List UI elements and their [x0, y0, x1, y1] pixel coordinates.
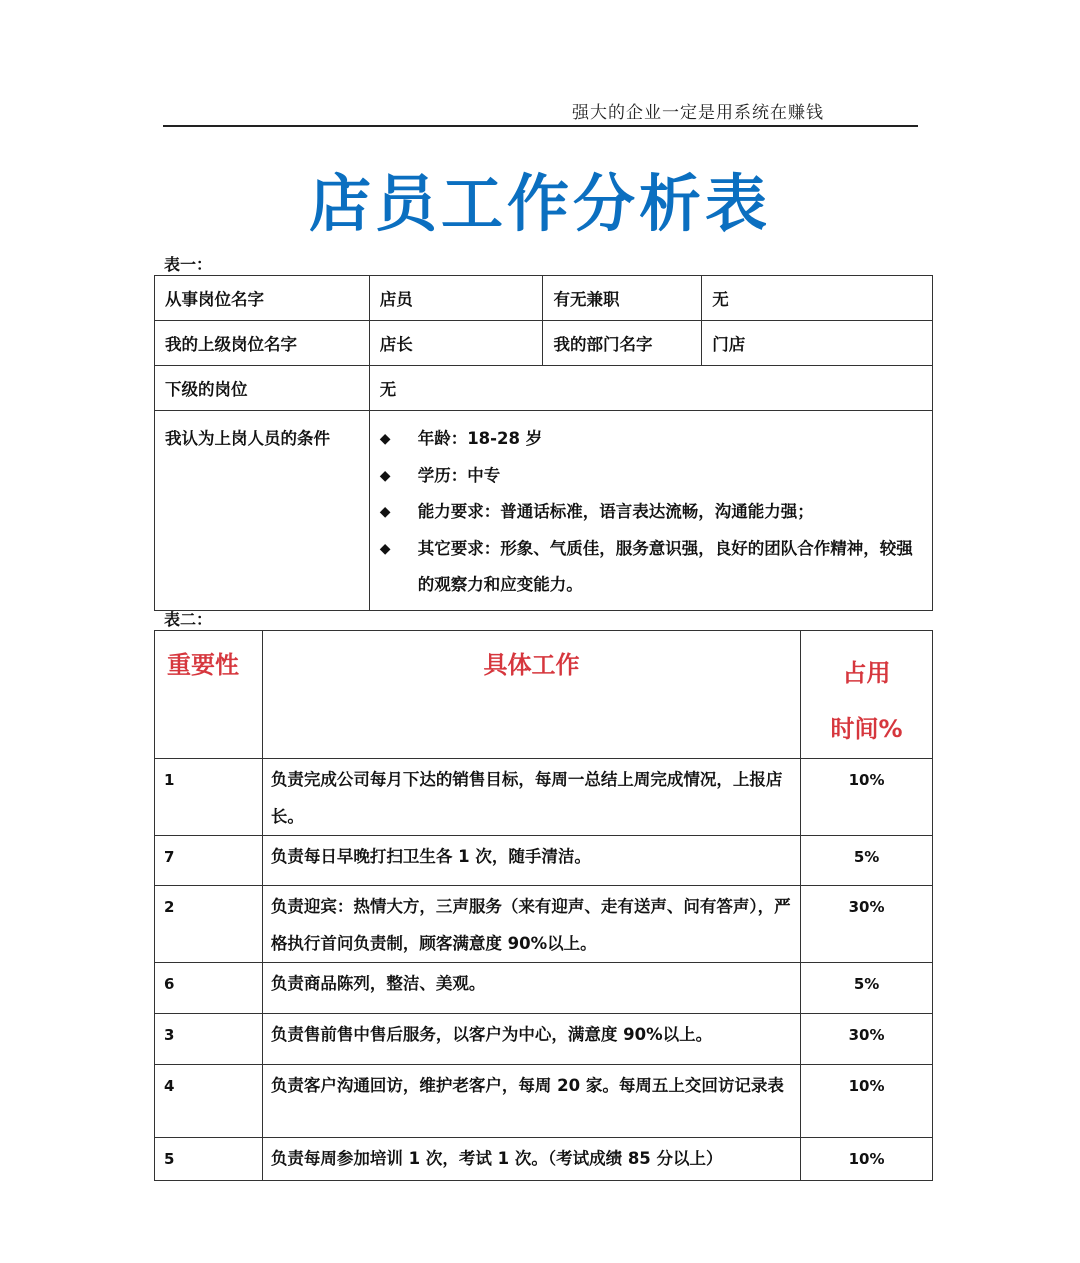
time-header-line1: 占用: [842, 659, 891, 687]
work-header: 具体工作: [262, 631, 800, 759]
importance-cell: 6: [155, 963, 263, 1014]
importance-cell: 3: [155, 1014, 263, 1065]
importance-cell: 2: [155, 886, 263, 963]
importance-cell: 7: [155, 836, 263, 886]
time-cell: 10%: [801, 759, 933, 836]
department-label: 我的部门名字: [543, 321, 702, 366]
table-row: [155, 759, 933, 836]
diamond-bullet-icon: ◆: [379, 431, 391, 447]
table-header-row: [155, 631, 933, 759]
diamond-bullet-icon: ◆: [379, 504, 391, 520]
work-cell: 负责客户沟通回访，维护老客户，每周 20 家。每周五上交回访记录表: [262, 1065, 800, 1138]
table-row: [155, 411, 933, 611]
conditions-list: [380, 411, 932, 610]
time-cell: 10%: [801, 1138, 933, 1181]
table-row: [155, 1138, 933, 1181]
time-header-line2: 时间%: [830, 715, 903, 743]
work-cell: 负责售前售中售后服务，以客户为中心，满意度 90%以上。: [262, 1014, 800, 1065]
work-cell: 负责迎宾：热情大方，三声服务（来有迎声、走有送声、问有答声），严格执行首问负责制，顾客满意度 90%以上。: [262, 886, 800, 963]
table-row: [155, 836, 933, 886]
condition-text: 能力要求：普通话标准，语言表达流畅，沟通能力强；: [417, 502, 814, 521]
superior-value: 店长: [369, 321, 543, 366]
table-row: [155, 366, 933, 411]
table-row: [155, 276, 933, 321]
work-analysis-table: [154, 630, 933, 1181]
work-cell: 负责商品陈列，整洁、美观。: [262, 963, 800, 1014]
table-row: [155, 321, 933, 366]
table-row: [155, 1065, 933, 1138]
time-cell: 5%: [801, 836, 933, 886]
importance-cell: 1: [155, 759, 263, 836]
list-item: [380, 421, 924, 458]
work-cell: 负责每日早晚打扫卫生各 1 次，随手清洁。: [262, 836, 800, 886]
list-item: [380, 458, 924, 495]
header-divider: [163, 125, 918, 127]
diamond-bullet-icon: ◆: [379, 540, 391, 557]
list-item: [380, 494, 924, 531]
time-cell: 10%: [801, 1065, 933, 1138]
time-cell: 5%: [801, 963, 933, 1014]
part-time-label: 有无兼职: [543, 276, 702, 321]
subordinate-label: 下级的岗位: [155, 366, 370, 411]
diamond-bullet-icon: ◆: [379, 467, 391, 484]
work-cell: 负责每周参加培训 1 次，考试 1 次。（考试成绩 85 分以上）: [262, 1138, 800, 1181]
position-name-label: 从事岗位名字: [155, 276, 370, 321]
table-row: [155, 963, 933, 1014]
position-name-value: 店员: [369, 276, 543, 321]
conditions-label: 我认为上岗人员的条件: [155, 411, 370, 611]
work-cell: 负责完成公司每月下达的销售目标，每周一总结上周完成情况，上报店长。: [262, 759, 800, 836]
part-time-value: 无: [702, 276, 933, 321]
time-cell: 30%: [801, 1014, 933, 1065]
condition-text: 学历：中专: [417, 465, 501, 485]
table1-caption: 表一：: [164, 255, 213, 274]
department-value: 门店: [702, 321, 933, 366]
condition-text: 年龄：18-28 岁: [417, 429, 543, 448]
table-row: [155, 886, 933, 963]
condition-text: 其它要求：形象、气质佳，服务意识强，良好的团队合作精神，较强的观察力和应变能力。: [417, 538, 913, 594]
list-item: [380, 531, 924, 604]
importance-cell: 5: [155, 1138, 263, 1181]
header-slogan: 强大的企业一定是用系统在赚钱: [572, 103, 824, 123]
subordinate-value: 无: [369, 366, 932, 411]
table2-caption: 表二：: [164, 610, 213, 629]
superior-label: 我的上级岗位名字: [155, 321, 370, 366]
time-header: [801, 631, 933, 759]
page-title: 店员工作分析表: [308, 167, 771, 240]
conditions-cell: [369, 411, 932, 611]
position-info-table: [154, 275, 933, 611]
importance-cell: 4: [155, 1065, 263, 1138]
table-row: [155, 1014, 933, 1065]
importance-header: 重要性: [155, 631, 263, 759]
time-cell: 30%: [801, 886, 933, 963]
